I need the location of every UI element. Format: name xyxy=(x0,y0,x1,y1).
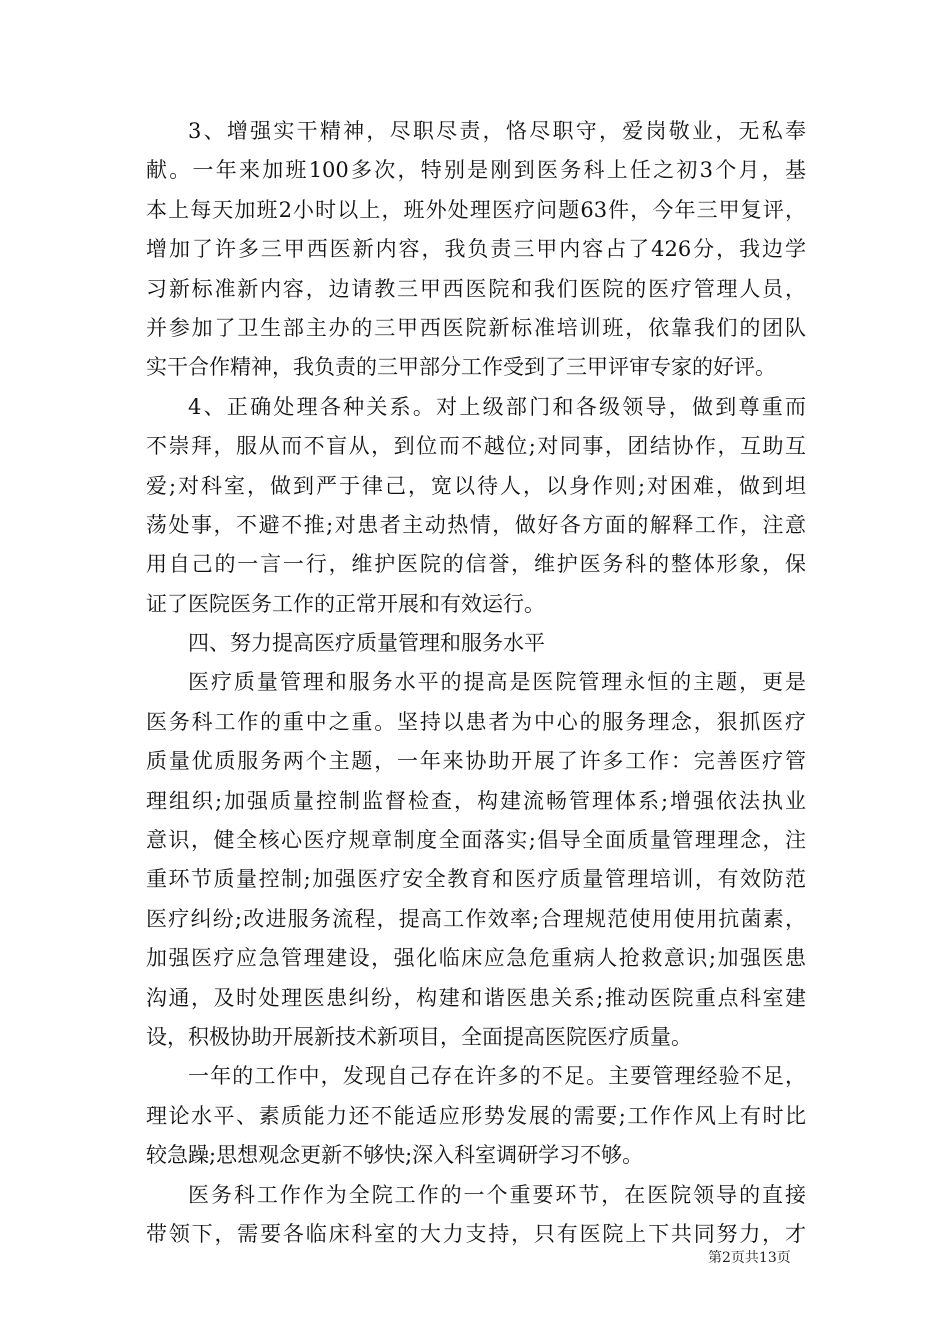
text-line: 一年的工作中，发现自己存在许多的不足。主要管理经验不足， xyxy=(188,1064,806,1089)
text-line: 较急躁;思想观念更新不够快;深入科室调研学习不够。 xyxy=(146,1143,644,1168)
text-line: 带领下，需要各临床科室的大力支持，只有医院上下共同努力，才 xyxy=(146,1221,806,1246)
text-line: 实干合作精神，我负责的三甲部分工作受到了三甲评审专家的好评。 xyxy=(146,355,776,380)
text-line: 重环节质量控制;加强医疗安全教育和医疗质量管理培训，有效防范 xyxy=(146,867,806,892)
text-line: 用自己的一言一行，维护医院的信誉，维护医务科的整体形象，保 xyxy=(146,552,806,577)
document-body xyxy=(146,112,806,1254)
paragraph-conclusion xyxy=(146,1176,806,1255)
text-line: 医务科工作的重中之重。坚持以患者为中心的服务理念，狠抓医疗 xyxy=(146,709,806,734)
text-line: 设，积极协助开展新技术新项目，全面提高医院医疗质量。 xyxy=(146,1024,692,1049)
paragraph-3-dedication xyxy=(146,112,806,388)
text-line: 3、增强实干精神，尽职尽责，恪尽职守，爱岗敬业，无私奉 xyxy=(188,119,806,143)
paragraph-quality-management xyxy=(146,663,806,1057)
text-line: 理组织;加强质量控制监督检查，构建流畅管理体系;增强依法执业 xyxy=(146,788,806,813)
text-line: 本上每天加班2小时以上，班外处理医疗问题63件，今年三甲复评， xyxy=(146,197,806,222)
text-line: 理论水平、素质能力还不能适应形势发展的需要;工作作风上有时比 xyxy=(146,1103,806,1128)
text-line: 不崇拜，服从而不盲从，到位而不越位;对同事，团结协作，互助互 xyxy=(146,434,806,459)
text-line: 4、正确处理各种关系。对上级部门和各级领导，做到尊重而 xyxy=(188,394,806,419)
paragraph-shortcomings xyxy=(146,1057,806,1175)
text-line: 习新标准新内容，边请教三甲西医院和我们医院的医疗管理人员， xyxy=(146,276,806,301)
text-line: 四、努力提高医疗质量管理和服务水平 xyxy=(188,631,545,656)
text-line: 增加了许多三甲西医新内容，我负责三甲内容占了426分，我边学 xyxy=(146,237,806,262)
text-line: 医务科工作作为全院工作的一个重要环节，在医院领导的直接 xyxy=(188,1182,806,1207)
text-line: 质量优质服务两个主题，一年来协助开展了许多工作：完善医疗管 xyxy=(146,749,806,774)
text-line: 献。一年来加班100多次，特别是刚到医务科上任之初3个月，基 xyxy=(146,158,806,183)
text-line: 沟通，及时处理医患纠纷，构建和谐医患关系;推动医院重点科室建 xyxy=(146,985,806,1010)
page-number-footer: 第2页共13页 xyxy=(708,1250,791,1266)
paragraph-4-relationships xyxy=(146,388,806,624)
text-line: 并参加了卫生部主办的三甲西医院新标准培训班，依靠我们的团队 xyxy=(146,315,806,340)
text-line: 证了医院医务工作的正常开展和有效运行。 xyxy=(146,591,545,616)
text-line: 意识，健全核心医疗规章制度全面落实;倡导全面质量管理理念，注 xyxy=(146,828,806,853)
text-line: 爱;对科室，做到严于律己，宽以待人，以身作则;对困难，做到坦 xyxy=(146,473,806,498)
text-line: 医疗质量管理和服务水平的提高是医院管理永恒的主题，更是 xyxy=(188,670,806,695)
text-line: 加强医疗应急管理建设，强化临床应急危重病人抢救意识;加强医患 xyxy=(146,946,806,971)
section-heading-four xyxy=(146,624,806,663)
text-line: 医疗纠纷;改进服务流程，提高工作效率;合理规范使用使用抗菌素， xyxy=(146,906,806,931)
text-line: 荡处事，不避不推;对患者主动热情，做好各方面的解释工作，注意 xyxy=(146,512,806,537)
